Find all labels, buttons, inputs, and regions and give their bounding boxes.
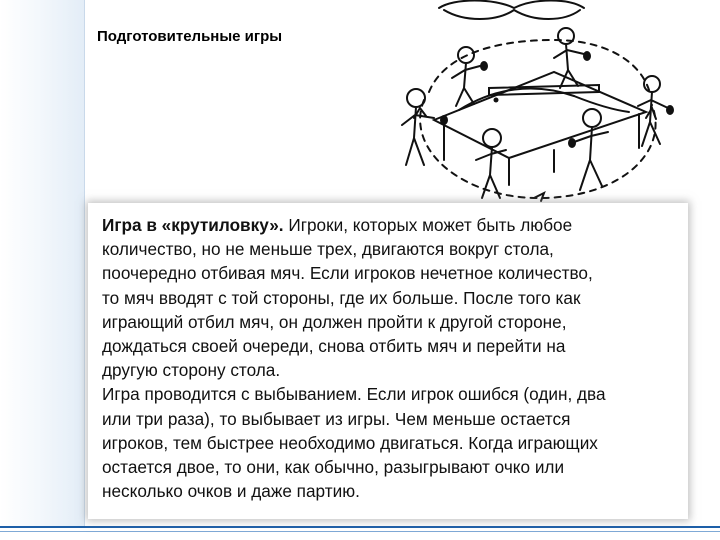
description-line: другую сторону стола.	[102, 360, 281, 381]
description-line: то мяч вводят с той стороны, где их больше. После того как	[102, 287, 581, 308]
description-line: поочередно отбивая мяч. Если игроков нечетное количество,	[102, 263, 593, 284]
bottom-strip	[0, 526, 720, 540]
description-line: остается двое, то они, как обычно, разыгрывают очко или	[102, 457, 565, 478]
left-decorative-bar	[0, 0, 85, 540]
bottom-accent-line	[0, 526, 720, 528]
game-name: Игра в «крутиловку».	[102, 215, 284, 235]
description-line: несколько очков и даже партию.	[102, 481, 360, 502]
slide-title: Подготовительные игры	[97, 28, 283, 45]
description-line: дождаться своей очереди, снова отбить мяч и перейти на	[102, 336, 566, 357]
description-line: Игра проводится с выбыванием. Если игрок ошибся (один, два	[102, 384, 606, 405]
description-first-line	[102, 213, 692, 237]
description-line: играющий отбил мяч, он должен пройти к другой стороне,	[102, 311, 567, 332]
description-lead: Игроки, которых может быть любое	[283, 215, 573, 235]
bottom-accent-line-thin	[0, 531, 720, 532]
description-line: или три раза), то выбывает из игры. Чем меньше остается	[102, 408, 571, 429]
table-tennis-players-icon	[384, 0, 684, 205]
description-line: игроков, тем быстрее необходимо двигаться. Когда играющих	[102, 432, 598, 453]
description-line: количество, но не меньше трех, двигаются вокруг стола,	[102, 239, 554, 260]
game-description	[102, 213, 692, 503]
